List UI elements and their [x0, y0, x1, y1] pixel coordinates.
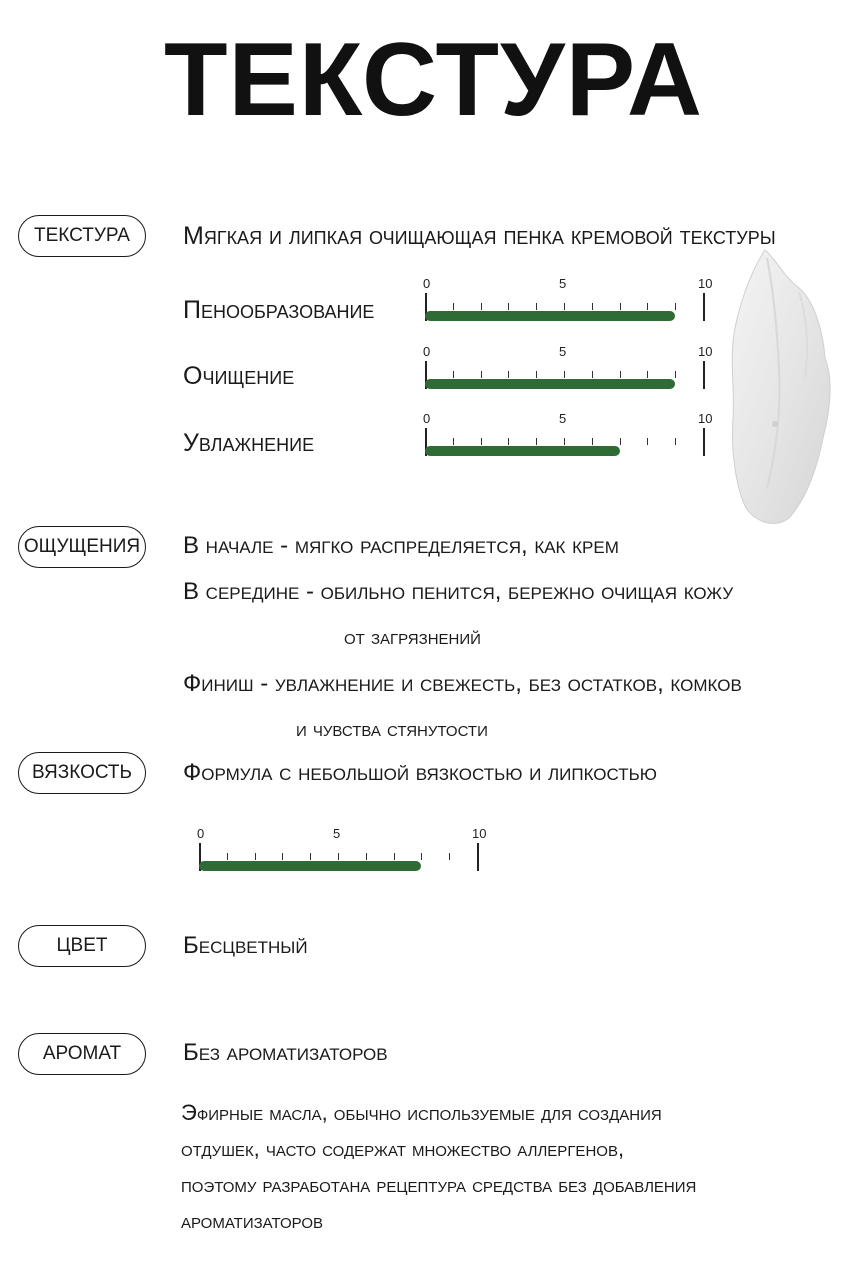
scale-tick [449, 853, 450, 860]
feel-line-middle-cont: от загрязнений [344, 624, 481, 649]
scale-end-mark [703, 293, 705, 321]
scale-tick [481, 303, 482, 310]
scale-tick [564, 371, 565, 378]
viscosity-scale [197, 826, 489, 880]
scale-tick [255, 853, 256, 860]
scale-label-max: 10 [472, 826, 487, 841]
scale-tick [564, 303, 565, 310]
scale-tick [453, 438, 454, 445]
metric-label-moisturizing: Увлажнение [183, 429, 315, 457]
scale-tick [536, 303, 537, 310]
scale-tick [620, 371, 621, 378]
scale-tick [647, 371, 648, 378]
scale-label-max: 10 [698, 411, 713, 426]
scale-tick [227, 853, 228, 860]
scale-tick [508, 438, 509, 445]
scale-label-mid: 5 [559, 344, 567, 359]
scale-value-bar [425, 311, 675, 321]
scale-tick [620, 303, 621, 310]
aroma-paragraph-line: Эфирные масла, обычно используемые для создания [181, 1100, 662, 1125]
aroma-paragraph [181, 1095, 696, 1239]
scale-tick [592, 303, 593, 310]
scale-tick [508, 303, 509, 310]
scale-tick [453, 371, 454, 378]
viscosity-pill: ВЯЗКОСТЬ [18, 752, 146, 794]
scale-label-mid: 5 [559, 276, 567, 291]
texture-pill: ТЕКСТУРА [18, 215, 146, 257]
scale-value-bar [199, 861, 421, 871]
aroma-paragraph-line: поэтому разработана рецептура средства без добавления [181, 1172, 697, 1197]
scale-tick [453, 303, 454, 310]
scale-tick [536, 438, 537, 445]
scale-label-mid: 5 [559, 411, 567, 426]
scale-tick [421, 853, 422, 860]
color-pill: ЦВЕТ [18, 925, 146, 967]
viscosity-description: Формула с небольшой вязкостью и липкостью [183, 759, 657, 786]
scale-tick [675, 438, 676, 445]
scale-tick [647, 438, 648, 445]
aroma-pill: АРОМАТ [18, 1033, 146, 1075]
scale-tick [394, 853, 395, 860]
metric-label-foaming: Пенообразование [183, 296, 375, 324]
scale-value-bar [425, 379, 675, 389]
scale-label-min: 0 [423, 276, 431, 291]
scale-label-max: 10 [698, 344, 713, 359]
scale-tick [366, 853, 367, 860]
cleansing-scale [423, 344, 715, 398]
scale-tick [536, 371, 537, 378]
feel-line-middle: В середине - обильно пенится, бережно очищая кожу [183, 578, 734, 605]
feel-line-start: В начале - мягко распределяется, как крем [183, 532, 619, 559]
feel-line-finish: Финиш - увлажнение и свежесть, без остатков, комков [183, 670, 742, 697]
feel-line-finish-cont: и чувства стянутости [296, 716, 488, 741]
scale-label-min: 0 [197, 826, 205, 841]
scale-value-bar [425, 446, 620, 456]
scale-label-mid: 5 [333, 826, 341, 841]
page-title: ТЕКСТУРА [163, 22, 704, 138]
scale-end-mark [703, 428, 705, 456]
foaming-scale [423, 276, 715, 330]
scale-tick [675, 303, 676, 310]
scale-label-min: 0 [423, 411, 431, 426]
feel-pill: ОЩУЩЕНИЯ [18, 526, 146, 568]
scale-tick [481, 371, 482, 378]
aroma-paragraph-line: ароматизаторов [181, 1208, 324, 1233]
scale-tick [282, 853, 283, 860]
scale-tick [338, 853, 339, 860]
scale-tick [592, 371, 593, 378]
scale-tick [620, 438, 621, 445]
aroma-paragraph-line: отдушек, часто содержат множество аллергенов, [181, 1136, 625, 1161]
scale-label-max: 10 [698, 276, 713, 291]
moisturizing-scale [423, 411, 715, 465]
scale-end-mark [703, 361, 705, 389]
scale-tick [592, 438, 593, 445]
scale-label-min: 0 [423, 344, 431, 359]
color-description: Бесцветный [183, 932, 308, 959]
scale-tick [647, 303, 648, 310]
aroma-description: Без ароматизаторов [183, 1039, 388, 1066]
scale-tick [481, 438, 482, 445]
texture-description: Мягкая и липкая очищающая пенка кремовой текстуры [183, 222, 776, 250]
foam-swatch-image [727, 248, 837, 528]
scale-tick [508, 371, 509, 378]
metric-label-cleansing: Очищение [183, 362, 295, 390]
scale-end-mark [477, 843, 479, 871]
scale-tick [675, 371, 676, 378]
scale-tick [310, 853, 311, 860]
scale-tick [564, 438, 565, 445]
